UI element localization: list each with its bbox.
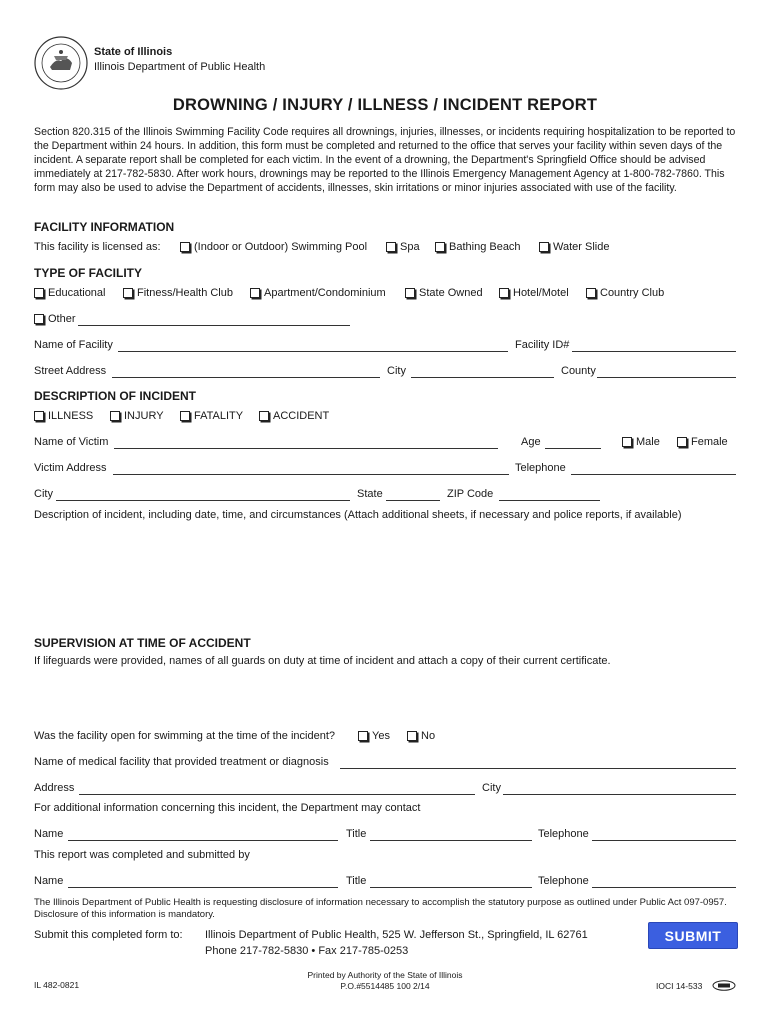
victim-city-label: City (34, 488, 53, 500)
street-address-label: Street Address (34, 365, 107, 377)
disclosure-text: The Illinois Department of Public Health is requesting disclosure of information necessary to accomplish the statutory purpose as outlined under Public Act 097-0957. Disclosure of this information is mandatory. (34, 897, 727, 920)
contact-telephone-field[interactable] (592, 840, 736, 841)
checkbox-injury[interactable]: INJURY (110, 410, 164, 422)
victim-city-field[interactable] (56, 500, 350, 501)
checkbox-yes[interactable]: Yes (358, 730, 390, 742)
checkbox-fatality[interactable]: FATALITY (180, 410, 243, 422)
incident-description-area[interactable] (34, 525, 736, 625)
checkbox-icon (180, 411, 190, 421)
checkbox-country-club[interactable]: Country Club (586, 287, 664, 299)
checkbox-icon (539, 242, 549, 252)
ioci-number: IOCI 14-533 (656, 981, 703, 991)
guards-instruction: If lifeguards were provided, names of all guards on duty at time of incident and attach a copy of their current certificate. (34, 655, 611, 667)
checkbox-apartment[interactable]: Apartment/Condominium (250, 287, 386, 299)
checkbox-icon (386, 242, 396, 252)
facility-name-field[interactable] (118, 351, 508, 352)
checkbox-icon (358, 731, 368, 741)
checkbox-icon (34, 411, 44, 421)
checkbox-state-owned[interactable]: State Owned (405, 287, 483, 299)
facility-open-question: Was the facility open for swimming at the time of the incident? (34, 730, 336, 742)
victim-name-label: Name of Victim (34, 436, 109, 448)
medical-city-field[interactable] (503, 794, 736, 795)
medical-address-field[interactable] (79, 794, 475, 795)
licensed-label: This facility is licensed as: (34, 241, 161, 253)
submitter-telephone-label: Telephone (538, 875, 589, 887)
checkbox-icon (499, 288, 509, 298)
submitter-title-field[interactable] (370, 887, 532, 888)
checkbox-icon (110, 411, 120, 421)
checkbox-icon (435, 242, 445, 252)
facility-city-field[interactable] (411, 377, 554, 378)
checkbox-icon (677, 437, 687, 447)
org-name: State of Illinois (94, 46, 173, 58)
age-label: Age (521, 436, 541, 448)
checkbox-illness[interactable]: ILLNESS (34, 410, 93, 422)
checkbox-educational[interactable]: Educational (34, 287, 106, 299)
facility-id-label: Facility ID# (515, 339, 570, 351)
checkbox-spa[interactable]: Spa (386, 241, 420, 253)
checkbox-icon (34, 314, 44, 324)
guards-names-area[interactable] (34, 671, 736, 721)
victim-address-label: Victim Address (34, 462, 107, 474)
submit-address: Illinois Department of Public Health, 525 W. Jefferson St., Springfield, IL 62761 (205, 929, 588, 941)
victim-state-field[interactable] (386, 500, 440, 501)
submitter-name-label: Name (34, 875, 64, 887)
zip-field[interactable] (499, 500, 600, 501)
county-field[interactable] (597, 377, 736, 378)
state-seal-icon (34, 36, 88, 90)
other-field[interactable] (78, 325, 350, 326)
checkbox-icon (405, 288, 415, 298)
victim-name-field[interactable] (114, 448, 498, 449)
facility-info-heading: FACILITY INFORMATION (34, 220, 175, 234)
checkbox-icon (34, 288, 44, 298)
zip-label: ZIP Code (447, 488, 494, 500)
submit-to-label: Submit this completed form to: (34, 929, 183, 941)
incident-description-label: Description of incident, including date, time, and circumstances (Attach additional sheets, if necessary and police reports, if available) (34, 509, 682, 521)
facility-city-label: City (387, 365, 406, 377)
submitter-title-label: Title (346, 875, 367, 887)
incident-heading: DESCRIPTION OF INCIDENT (34, 389, 197, 403)
checkbox-icon (586, 288, 596, 298)
submitter-telephone-field[interactable] (592, 887, 736, 888)
form-id: IL 482-0821 (34, 980, 80, 990)
contact-name-field[interactable] (68, 840, 338, 841)
union-bug-icon (712, 980, 736, 991)
contact-telephone-label: Telephone (538, 828, 589, 840)
facility-id-field[interactable] (572, 351, 736, 352)
street-address-field[interactable] (112, 377, 380, 378)
submit-button[interactable]: SUBMIT (648, 922, 738, 949)
facility-name-label: Name of Facility (34, 339, 113, 351)
victim-state-label: State (357, 488, 383, 500)
checkbox-no[interactable]: No (407, 730, 435, 742)
victim-telephone-label: Telephone (515, 462, 566, 474)
county-label: County (561, 365, 596, 377)
printed-by: Printed by Authority of the State of Illinois (307, 970, 463, 980)
submitter-name-field[interactable] (68, 887, 338, 888)
checkbox-icon (250, 288, 260, 298)
contact-name-label: Name (34, 828, 64, 840)
victim-telephone-field[interactable] (571, 474, 736, 475)
victim-address-field[interactable] (113, 474, 509, 475)
checkbox-female[interactable]: Female (677, 436, 728, 448)
medical-facility-field[interactable] (340, 768, 736, 769)
contact-title-label: Title (346, 828, 367, 840)
medical-facility-label: Name of medical facility that provided treatment or diagnosis (34, 756, 329, 768)
checkbox-swimming-pool[interactable]: (Indoor or Outdoor) Swimming Pool (180, 241, 367, 253)
checkbox-icon (622, 437, 632, 447)
contact-title-field[interactable] (370, 840, 532, 841)
supervision-heading: SUPERVISION AT TIME OF ACCIDENT (34, 636, 251, 650)
facility-type-heading: TYPE OF FACILITY (34, 266, 143, 280)
medical-address-label: Address (34, 782, 75, 794)
checkbox-icon (407, 731, 417, 741)
purchase-order: P.O.#5514485 100 2/14 (340, 981, 430, 991)
checkbox-male[interactable]: Male (622, 436, 660, 448)
checkbox-icon (123, 288, 133, 298)
age-field[interactable] (545, 448, 601, 449)
page-title: DROWNING / INJURY / ILLNESS / INCIDENT REPORT (172, 96, 598, 114)
intro-paragraph: Section 820.315 of the Illinois Swimming Facility Code requires all drownings, injuries, illnesses, or incidents requiring hospitalization to be reported to the Department within 24 hours. In addition, this form must be completed and returned to the office that serves your facility within seven days of the incident. A separate report shall be completed for each victim. In the event of a drowning, the Department's Springfield Office should be advised immediately at 217-782-5830. After work hours, drownings may be reported to the Illinois Emergency Management Agency at 1-800-782-7860. This form may also be used to advise the Department of accidents, illnesses, skin irritations or minor injuries associated with use of the facility. (34, 126, 736, 194)
checkbox-other[interactable]: Other (34, 313, 76, 325)
checkbox-bathing-beach[interactable]: Bathing Beach (435, 241, 521, 253)
checkbox-fitness-club[interactable]: Fitness/Health Club (123, 287, 233, 299)
checkbox-water-slide[interactable]: Water Slide (539, 241, 609, 253)
checkbox-hotel-motel[interactable]: Hotel/Motel (499, 287, 569, 299)
checkbox-accident[interactable]: ACCIDENT (259, 410, 329, 422)
checkbox-icon (180, 242, 190, 252)
medical-city-label: City (482, 782, 501, 794)
checkbox-icon (259, 411, 269, 421)
completed-by-label: This report was completed and submitted by (34, 849, 250, 861)
dept-name: Illinois Department of Public Health (94, 61, 266, 73)
contact-instruction: For additional information concerning this incident, the Department may contact (34, 802, 421, 814)
submit-phone-fax: Phone 217-782-5830 • Fax 217-785-0253 (205, 945, 409, 957)
